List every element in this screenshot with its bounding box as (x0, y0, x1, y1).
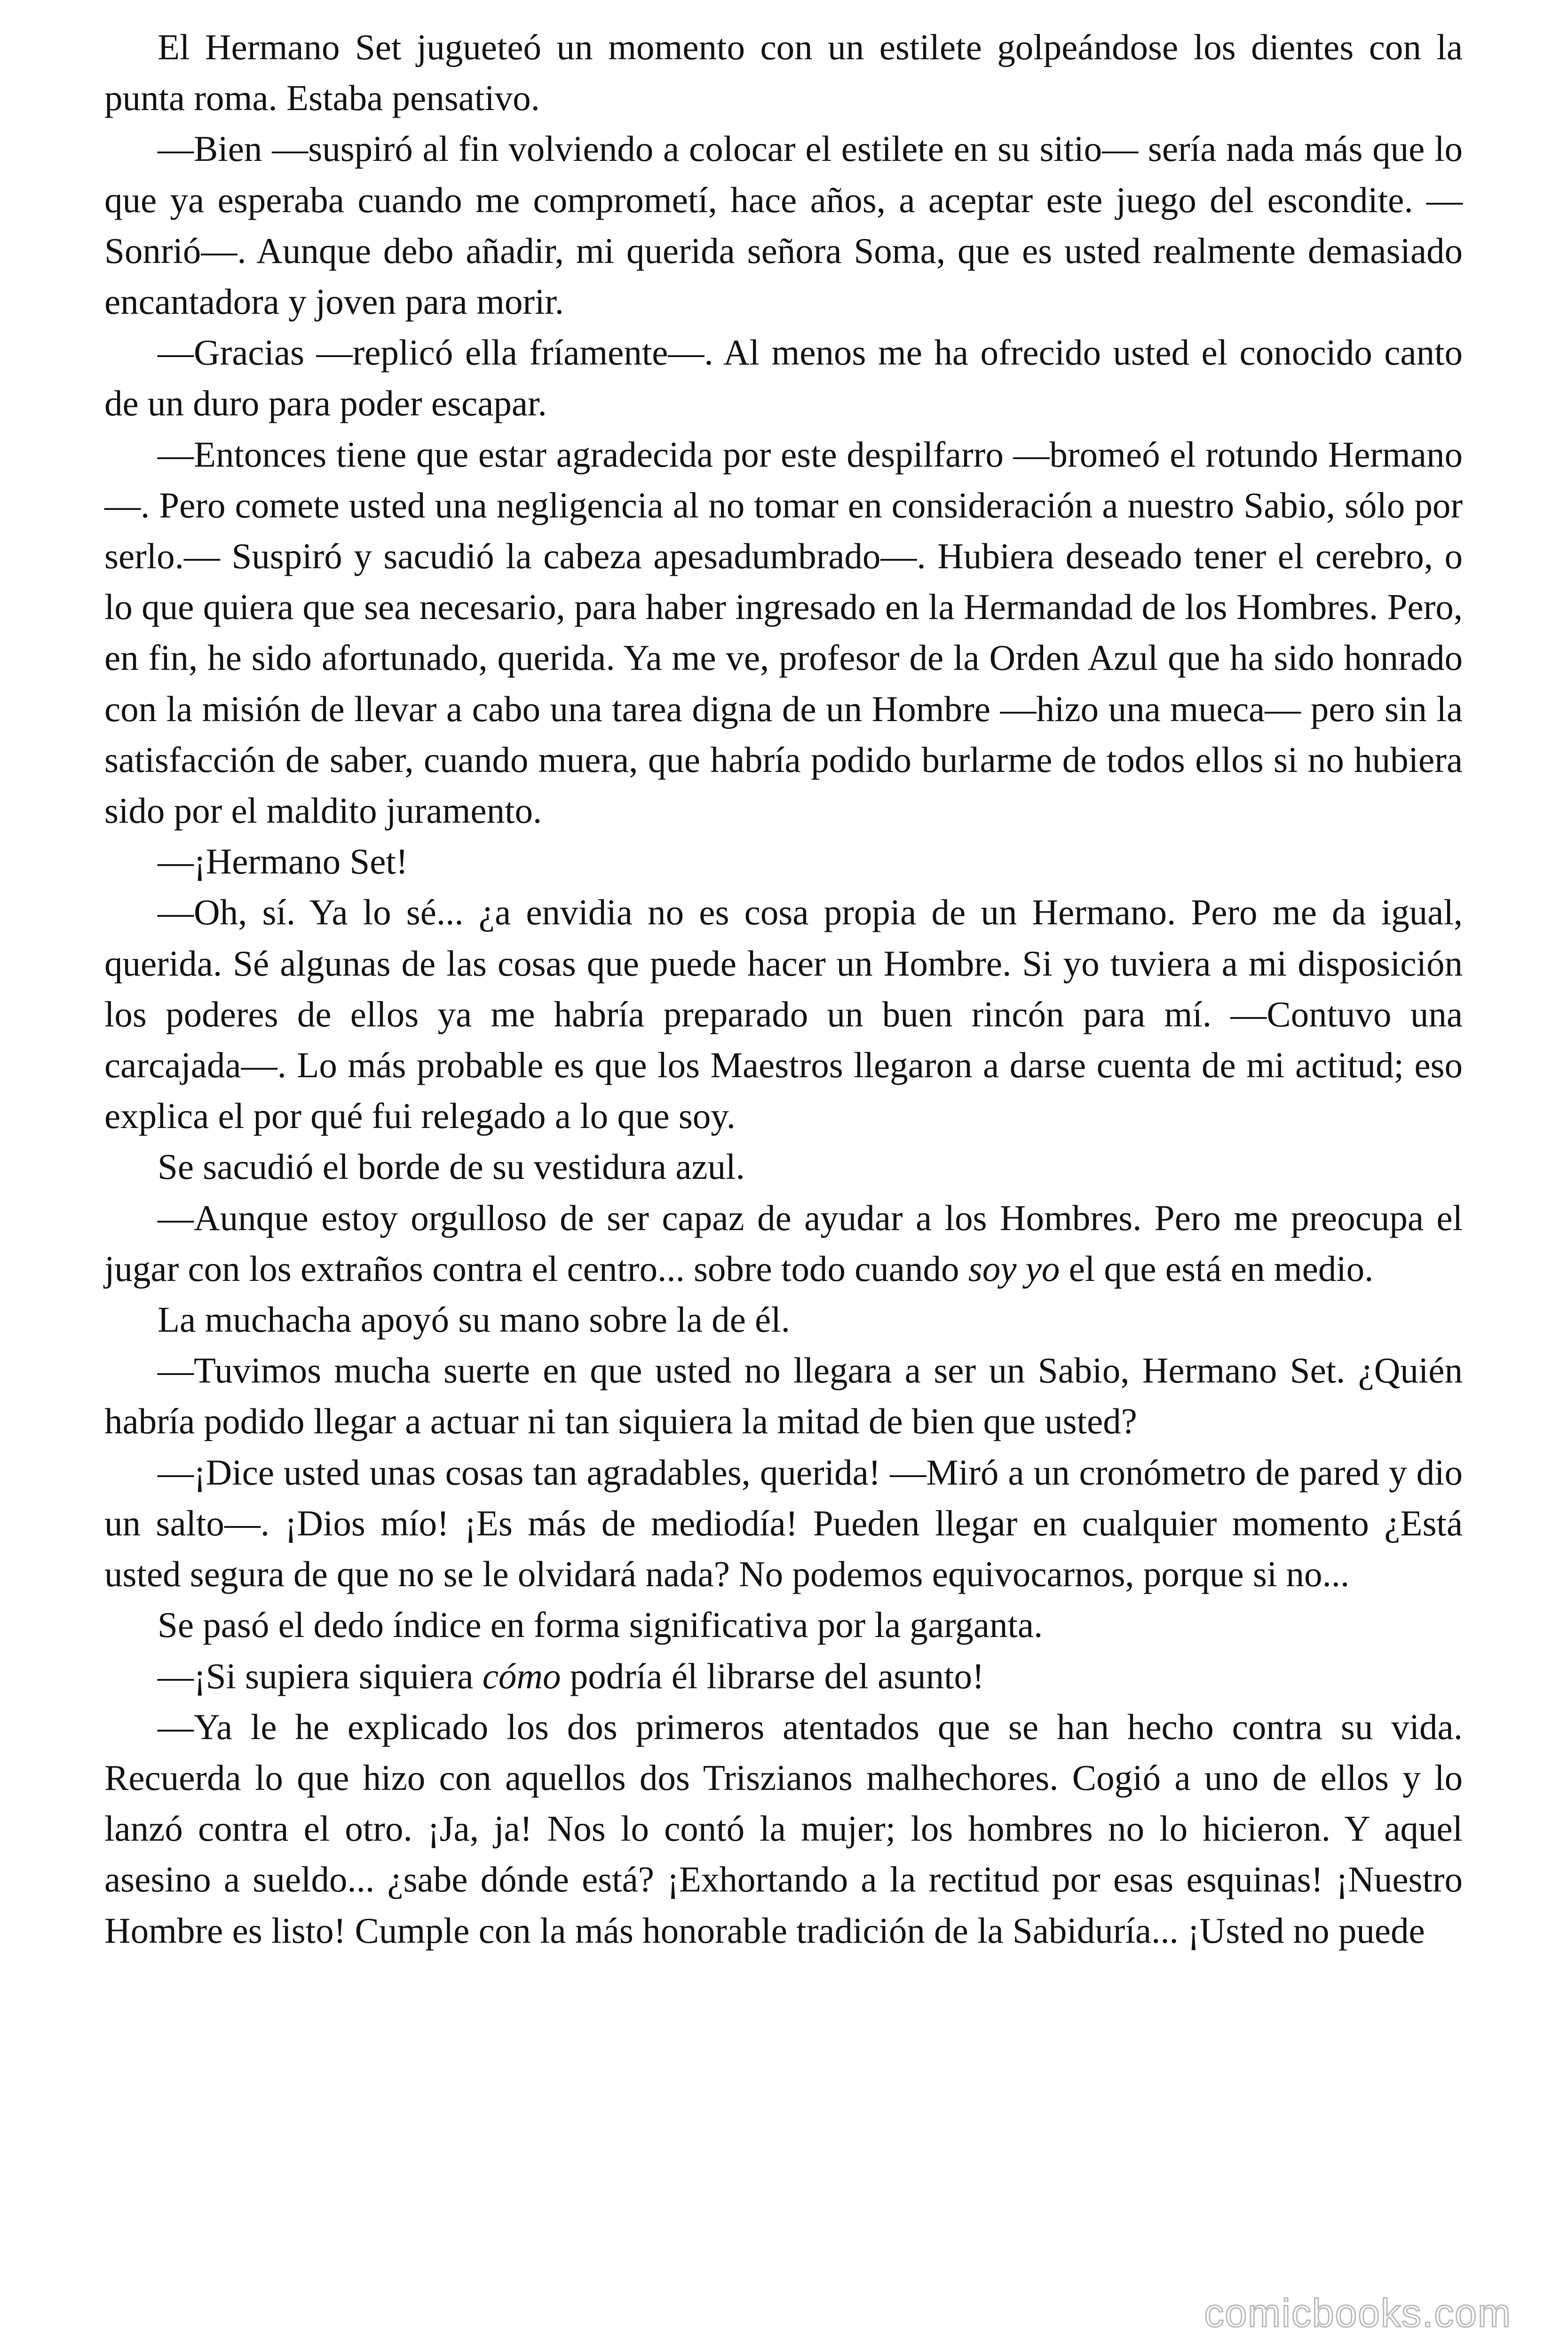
page-text (104, 22, 1463, 1956)
paragraph-8-before: —Aunque estoy orgulloso de ser capaz de ayudar a los Hombres. Pero me preocupa el jugar con los extraños contra el centro... sobre todo cuando (104, 1197, 1463, 1289)
paragraph-1: El Hermano Set jugueteó un momento con un estilete golpeándose los dientes con la punta roma. Estaba pensativo. (104, 27, 1463, 119)
paragraph-5: —¡Hermano Set! (158, 841, 408, 882)
paragraph-13 (104, 1651, 1463, 1701)
paragraph-10: —Tuvimos mucha suerte en que usted no llegara a ser un Sabio, Hermano Set. ¿Quién habría podido llegar a actuar ni tan siquiera la mitad de bien que usted? (104, 1350, 1463, 1442)
watermark: comicbooks.com (1204, 2291, 1512, 2335)
paragraph-3: —Gracias —replicó ella fríamente—. Al menos me ha ofrecido usted el conocido canto de un duro para poder escapar. (104, 332, 1463, 424)
paragraph-13-emphasis: cómo (482, 1655, 561, 1696)
paragraph-8-emphasis: soy yo (968, 1248, 1060, 1289)
paragraph-11: —¡Dice usted unas cosas tan agradables, querida! —Miró a un cronómetro de pared y dio un salto—. ¡Dios mío! ¡Es más de mediodía! Pueden llegar en cualquier momento ¿Está usted segura de que no se le olvidará nada? No podemos equivocarnos, porque si no... (104, 1452, 1463, 1595)
paragraph-8-after: el que está en medio. (1060, 1248, 1374, 1289)
paragraph-13-before: —¡Si supiera siquiera (158, 1655, 483, 1696)
paragraph-12: Se pasó el dedo índice en forma significativa por la garganta. (158, 1605, 1043, 1645)
paragraph-8 (104, 1192, 1463, 1294)
paragraph-2: —Bien —suspiró al fin volviendo a colocar el estilete en su sitio— sería nada más que lo que ya esperaba cuando me comprometí, hace años, a aceptar este juego del escondite. —Sonrió—. Aunque debo añadir, mi querida señora Soma, que es usted realmente demasiado encantadora y joven para morir. (104, 128, 1463, 322)
paragraph-4: —Entonces tiene que estar agradecida por este despilfarro —bromeó el rotundo Hermano—. Pero comete usted una negligencia al no tomar en consideración a nuestro Sabio, sólo por serlo.— Suspiró y sacudió la cabeza apesadumbrado—. Hubiera deseado tener el cerebro, o lo que quiera que sea necesario, para haber ingresado en la Hermandad de los Hombres. Pero, en fin, he sido afortunado, querida. Ya me ve, profesor de la Orden Azul que ha sido honrado con la misión de llevar a cabo una tarea digna de un Hombre —hizo una mueca— pero sin la satisfacción de saber, cuando muera, que habría podido burlarme de todos ellos si no hubiera sido por el maldito juramento. (104, 434, 1463, 831)
paragraph-9: La muchacha apoyó su mano sobre la de él. (158, 1299, 790, 1340)
paragraph-7: Se sacudió el borde de su vestidura azul. (158, 1146, 745, 1187)
paragraph-13-after: podría él librarse del asunto! (561, 1655, 984, 1696)
paragraph-6: —Oh, sí. Ya lo sé... ¿a envidia no es cosa propia de un Hermano. Pero me da igual, querida. Sé algunas de las cosas que puede hacer un Hombre. Si yo tuviera a mi disposición los poderes de ellos ya me habría preparado un buen rincón para mí. —Contuvo una carcajada—. Lo más probable es que los Maestros llegaron a darse cuenta de mi actitud; eso explica el por qué fui relegado a lo que soy. (104, 892, 1463, 1136)
paragraph-14: —Ya le he explicado los dos primeros atentados que se han hecho contra su vida. Recuerda lo que hizo con aquellos dos Triszianos malhechores. Cogió a uno de ellos y lo lanzó contra el otro. ¡Ja, ja! Nos lo contó la mujer; los hombres no lo hicieron. Y aquel asesino a sueldo... ¿sabe dónde está? ¡Exhortando a la rectitud por esas esquinas! ¡Nuestro Hombre es listo! Cumple con la más honorable tradición de la Sabiduría... ¡Usted no puede (104, 1706, 1463, 1951)
